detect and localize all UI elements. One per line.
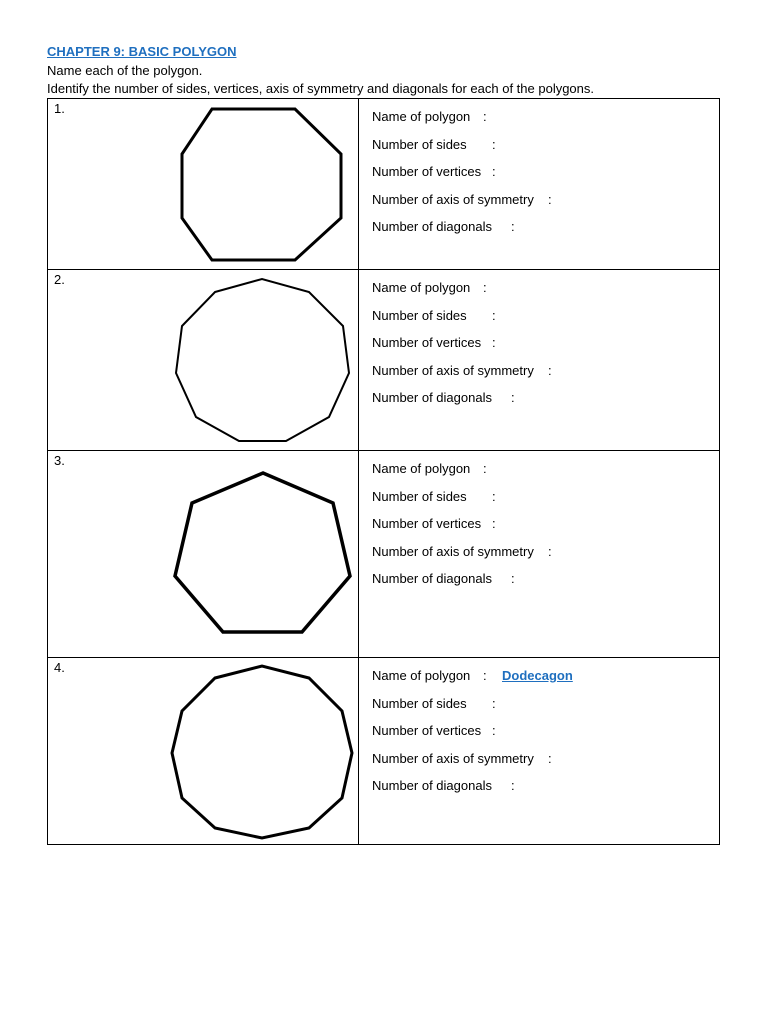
question-row — [48, 450, 719, 657]
question-row — [48, 269, 719, 450]
field-number-of-axis: Number of axis of symmetry : — [372, 362, 552, 378]
question-number: 3. — [54, 453, 65, 468]
field-name-of-polygon: Name of polygon : — [372, 461, 487, 476]
answer-fields — [372, 109, 712, 247]
answer-fields — [372, 461, 712, 599]
field-name-of-polygon: Name of polygon : — [372, 109, 487, 124]
answer-fields — [372, 668, 712, 806]
field-number-of-axis: Number of axis of symmetry : — [372, 191, 552, 207]
field-number-of-diagonals: Number of diagonals : — [372, 778, 515, 793]
field-number-of-vertices: Number of vertices : — [372, 164, 496, 179]
field-number-of-sides: Number of sides : — [372, 307, 496, 323]
field-number-of-sides: Number of sides : — [372, 136, 496, 152]
chapter-title: CHAPTER 9: BASIC POLYGON — [47, 44, 237, 59]
column-divider — [358, 451, 359, 657]
answer-fields — [372, 280, 712, 418]
field-number-of-diagonals: Number of diagonals : — [372, 219, 515, 234]
field-name-of-polygon: Name of polygon : — [372, 280, 487, 295]
question-row — [48, 657, 719, 845]
field-number-of-axis: Number of axis of symmetry : — [372, 750, 552, 766]
field-name-of-polygon: Name of polygon : Dodecagon — [372, 668, 573, 683]
field-number-of-axis: Number of axis of symmetry : — [372, 543, 552, 559]
column-divider — [358, 99, 359, 269]
column-divider — [358, 270, 359, 450]
field-number-of-vertices: Number of vertices : — [372, 723, 496, 738]
instruction-line-2: Identify the number of sides, vertices, axis of symmetry and diagonals for each of the polygons. — [47, 81, 595, 96]
decagon-icon — [48, 270, 358, 451]
field-number-of-diagonals: Number of diagonals : — [372, 571, 515, 586]
answer-name-value: Dodecagon — [502, 668, 573, 683]
field-number-of-sides: Number of sides : — [372, 695, 496, 711]
instruction-line-1: Name each of the polygon. — [47, 63, 203, 78]
field-number-of-diagonals: Number of diagonals : — [372, 390, 515, 405]
question-row — [48, 99, 719, 269]
dodecagon-icon — [48, 658, 358, 846]
question-number: 1. — [54, 101, 65, 116]
field-number-of-sides: Number of sides : — [372, 488, 496, 504]
heptagon-icon — [48, 451, 358, 658]
column-divider — [358, 658, 359, 845]
octagon-icon — [48, 99, 358, 269]
field-number-of-vertices: Number of vertices : — [372, 335, 496, 350]
question-number: 2. — [54, 272, 65, 287]
field-number-of-vertices: Number of vertices : — [372, 516, 496, 531]
worksheet-table — [47, 98, 720, 845]
question-number: 4. — [54, 660, 65, 675]
